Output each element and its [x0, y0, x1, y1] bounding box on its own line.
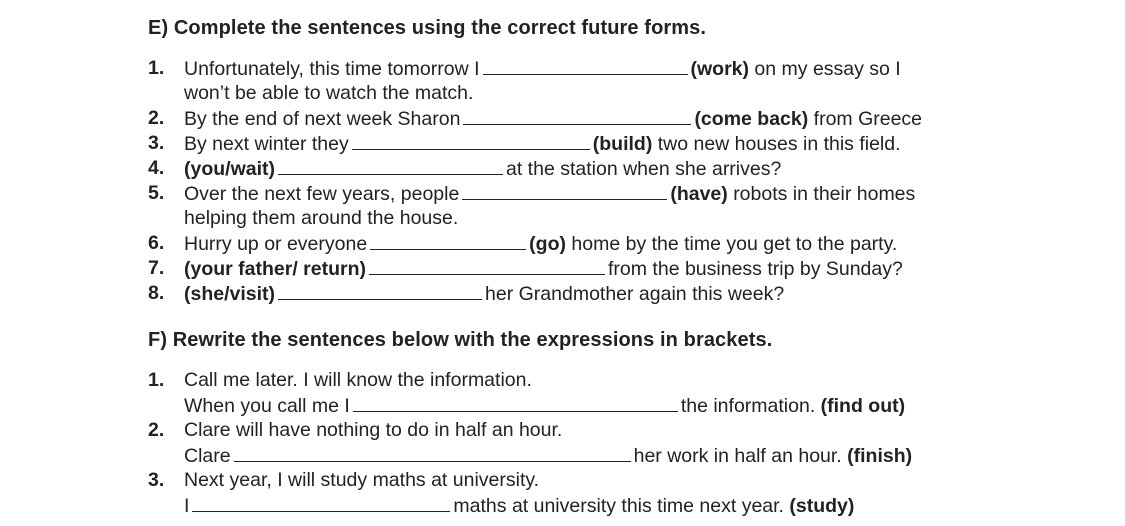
item-number: 7. [148, 257, 165, 279]
expression-cue: (find out) [820, 395, 906, 417]
sentence-continuation: won’t be able to watch the match. [184, 82, 474, 104]
answer-blank[interactable] [352, 131, 590, 150]
answer-blank[interactable] [278, 281, 482, 300]
exercise-line [184, 56, 901, 81]
sentence-end: at the station when she arrives? [506, 158, 782, 180]
rewrite-start: Clare [184, 445, 231, 467]
rewrite-end: her work in half an hour. [633, 445, 842, 467]
rewrite-line [184, 393, 905, 418]
answer-blank[interactable] [369, 256, 605, 275]
answer-blank[interactable] [370, 231, 526, 250]
sentence-start: Hurry up or everyone [184, 233, 368, 255]
item-number: 8. [148, 282, 165, 304]
section-e-heading: E) Complete the sentences using the correct future forms. [148, 17, 707, 39]
answer-blank[interactable] [462, 181, 667, 200]
sentence-start: Unfortunately, this time tomorrow I [184, 58, 480, 80]
section-f-heading: F) Rewrite the sentences below with the expressions in brackets. [148, 329, 773, 351]
exercise-line [184, 156, 781, 181]
exercise-line [184, 106, 922, 131]
sentence-start: Over the next few years, people [184, 183, 460, 205]
verb-cue: (have) [670, 183, 728, 205]
exercise-line [184, 281, 784, 306]
sentence-start: By next winter they [184, 133, 349, 155]
sentence-end: her Grandmother again this week? [485, 283, 785, 305]
rewrite-end: the information. [680, 395, 816, 417]
original-sentence: Clare will have nothing to do in half an hour. [184, 419, 563, 441]
rewrite-line [184, 443, 912, 468]
exercise-line [184, 131, 901, 156]
item-number: 3. [148, 132, 165, 154]
original-sentence: Call me later. I will know the information. [184, 369, 532, 391]
answer-blank[interactable] [483, 56, 688, 75]
verb-cue: (come back) [694, 108, 809, 130]
item-number: 1. [148, 57, 165, 79]
item-number: 3. [148, 469, 165, 491]
answer-blank[interactable] [192, 493, 450, 512]
answer-blank[interactable] [463, 106, 691, 125]
item-number: 5. [148, 182, 165, 204]
exercise-line [184, 231, 897, 256]
sentence-continuation: helping them around the house. [184, 207, 459, 229]
original-sentence: Next year, I will study maths at university. [184, 469, 540, 491]
verb-cue: (work) [690, 58, 749, 80]
item-number: 4. [148, 157, 165, 179]
item-number: 2. [148, 107, 165, 129]
sentence-end: on my essay so I [754, 58, 901, 80]
expression-cue: (study) [789, 495, 855, 517]
verb-cue: (build) [592, 133, 653, 155]
answer-blank[interactable] [278, 156, 503, 175]
item-number: 2. [148, 419, 165, 441]
verb-cue: (you/wait) [184, 158, 275, 180]
rewrite-start: I [184, 495, 190, 517]
exercise-line [184, 181, 915, 206]
verb-cue: (she/visit) [184, 283, 276, 305]
sentence-end: from Greece [813, 108, 923, 130]
sentence-end: home by the time you get to the party. [571, 233, 898, 255]
answer-blank[interactable] [353, 393, 678, 412]
expression-cue: (finish) [847, 445, 913, 467]
rewrite-line [184, 493, 854, 518]
sentence-end: robots in their homes [733, 183, 916, 205]
sentence-end: two new houses in this field. [657, 133, 901, 155]
item-number: 6. [148, 232, 165, 254]
sentence-start: By the end of next week Sharon [184, 108, 461, 130]
rewrite-end: maths at university this time next year. [453, 495, 784, 517]
verb-cue: (go) [529, 233, 566, 255]
sentence-end: from the business trip by Sunday? [608, 258, 903, 280]
verb-cue: (your father/ return) [184, 258, 367, 280]
answer-blank[interactable] [234, 443, 631, 462]
exercise-line [184, 256, 903, 281]
item-number: 1. [148, 369, 165, 391]
rewrite-start: When you call me I [184, 395, 350, 417]
